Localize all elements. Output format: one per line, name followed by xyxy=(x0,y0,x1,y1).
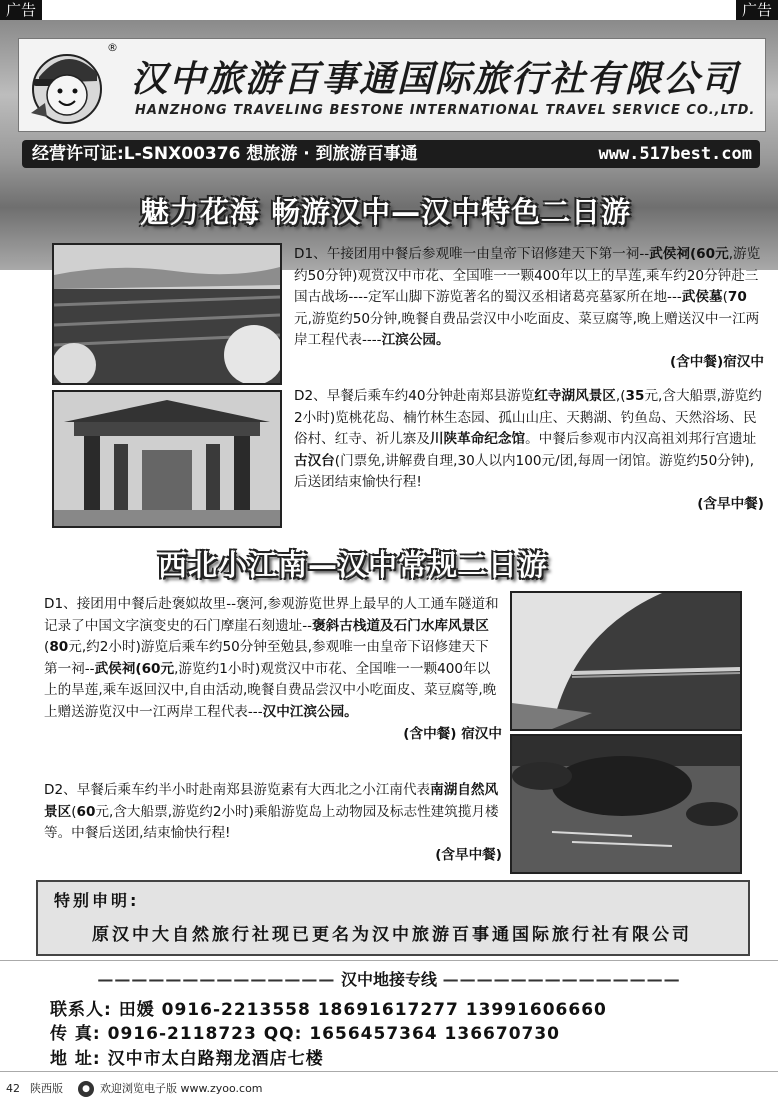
contact-address-row: 地 址: 汉中市太白路翔龙酒店七楼 xyxy=(50,1049,324,1069)
edition-label: 陕西版 xyxy=(30,1082,63,1095)
notice-title: 特别申明: xyxy=(54,891,140,910)
license-text: 经营许可证:L-SNX00376 想旅游 · 到旅游百事通 xyxy=(32,144,418,164)
company-name-english: HANZHONG TRAVELING BESTONE INTERNATIONAL TRAVEL SERVICE CO.,LTD. xyxy=(135,103,756,118)
magazine-logo-icon: ● xyxy=(78,1081,94,1097)
section1-day1-meal: (含中餐)宿汉中 xyxy=(670,353,764,370)
website-url: www.517best.com xyxy=(598,144,752,164)
mascot-logo-icon xyxy=(25,43,109,127)
page-number: 42 xyxy=(6,1082,20,1095)
section2-day1-meal: (含中餐) 宿汉中 xyxy=(403,725,502,742)
flower-field-photo xyxy=(52,243,282,385)
dash-line-right: —————————————— xyxy=(442,970,681,989)
section1-day1-itinerary: D1、午接团用中餐后参观唯一由皇帝下诏修建天下第一祠--武侯祠(60元,游览约50分钟)观赏汉中市花、全国唯一一颗400年以上的旱莲,乘车约20分钟赴三国古战场----定军山脚下游览著名的蜀汉丞相诸葛亮墓冢所在地---武侯墓(70元,游览约50分钟,晚餐自费品尝汉中小吃面皮、菜豆腐等,晚上赠送汉中一江两岸工程代表----江滨公园。 (含中餐)宿汉中 xyxy=(294,244,764,374)
section1-title: 魅力花海 畅游汉中—汉中特色二日游 xyxy=(140,195,632,229)
section2-day2-itinerary: D2、早餐后乘车约半小时赴南郑县游览素有大西北之小江南代表南湖自然风景区(60元,含大船票,游览约2小时)乘船游览岛上动物园及标志性建筑揽月楼等。中餐后送团,结束愉快行程! (含早中餐) xyxy=(44,780,502,866)
ad-label-left: 广告 xyxy=(0,0,42,20)
registered-mark: ® xyxy=(107,41,118,54)
special-notice-box xyxy=(36,880,750,956)
contact-heading-text: 汉中地接专线 xyxy=(340,970,437,989)
section1-day2-meal: (含早中餐) xyxy=(697,495,764,512)
contact-heading xyxy=(0,967,778,990)
license-bar xyxy=(22,140,760,168)
company-logo-banner xyxy=(18,38,766,132)
section2-title: 西北小江南—汉中常规二日游 xyxy=(158,548,549,582)
mountain-plank-road-photo xyxy=(510,591,742,731)
ad-label-right: 广告 xyxy=(736,0,778,20)
lake-islands-photo xyxy=(510,734,742,874)
section2-day2-meal: (含早中餐) xyxy=(435,846,502,863)
company-name-chinese: 汉中旅游百事通国际旅行社有限公司 xyxy=(131,59,740,100)
page-footer xyxy=(0,1078,778,1100)
contact-person-row: 联系人: 田媛 0916-2213558 18691617277 13991606660 xyxy=(50,1000,607,1020)
contact-section xyxy=(0,960,778,1072)
section2-day1-itinerary: D1、接团用中餐后赴褒姒故里--褒河,参观游览世界上最早的人工通车隧道和记录了中国文字演变史的石门摩崖石刻遗址--褒斜古栈道及石门水库风景区(80元,约2小时)游览后乘车约50分钟至勉县,参观唯一由皇帝下诏修建天下第一祠--武侯祠(60元,游览约1小时)观赏汉中市花、全国唯一一颗400年以上的旱莲,乘车返回汉中,自由活动,晚餐自费品尝汉中小吃面皮、菜豆腐等,晚上赠送游览汉中一江两岸工程代表---汉中江滨公园。 (含中餐) 宿汉中 xyxy=(44,594,502,745)
contact-fax-row: 传 真: 0916-2118723 QQ: 1656457364 136670730 xyxy=(50,1024,561,1044)
footer-welcome-text: 欢迎浏览电子版 www.zyoo.com xyxy=(100,1082,263,1095)
notice-text: 原汉中大自然旅行社现已更名为汉中旅游百事通国际旅行社有限公司 xyxy=(92,925,692,945)
dash-line-left: —————————————— xyxy=(97,970,336,989)
temple-gate-photo xyxy=(52,390,282,528)
section1-day2-itinerary: D2、早餐后乘车约40分钟赴南郑县游览红寺湖风景区,(35元,含大船票,游览约2小时)览桃花岛、楠竹林生态园、孤山山庄、天鹅湖、钓鱼岛、天然浴场、民俗村、红寺、祈儿寨及川陕革命纪念馆。中餐后参观市内汉高祖刘邦行宫遗址古汉台(门票免,讲解费自理,30人以内100元/团,每周一闭馆。游览约50分钟),后送团结束愉快行程! (含早中餐) xyxy=(294,386,764,516)
